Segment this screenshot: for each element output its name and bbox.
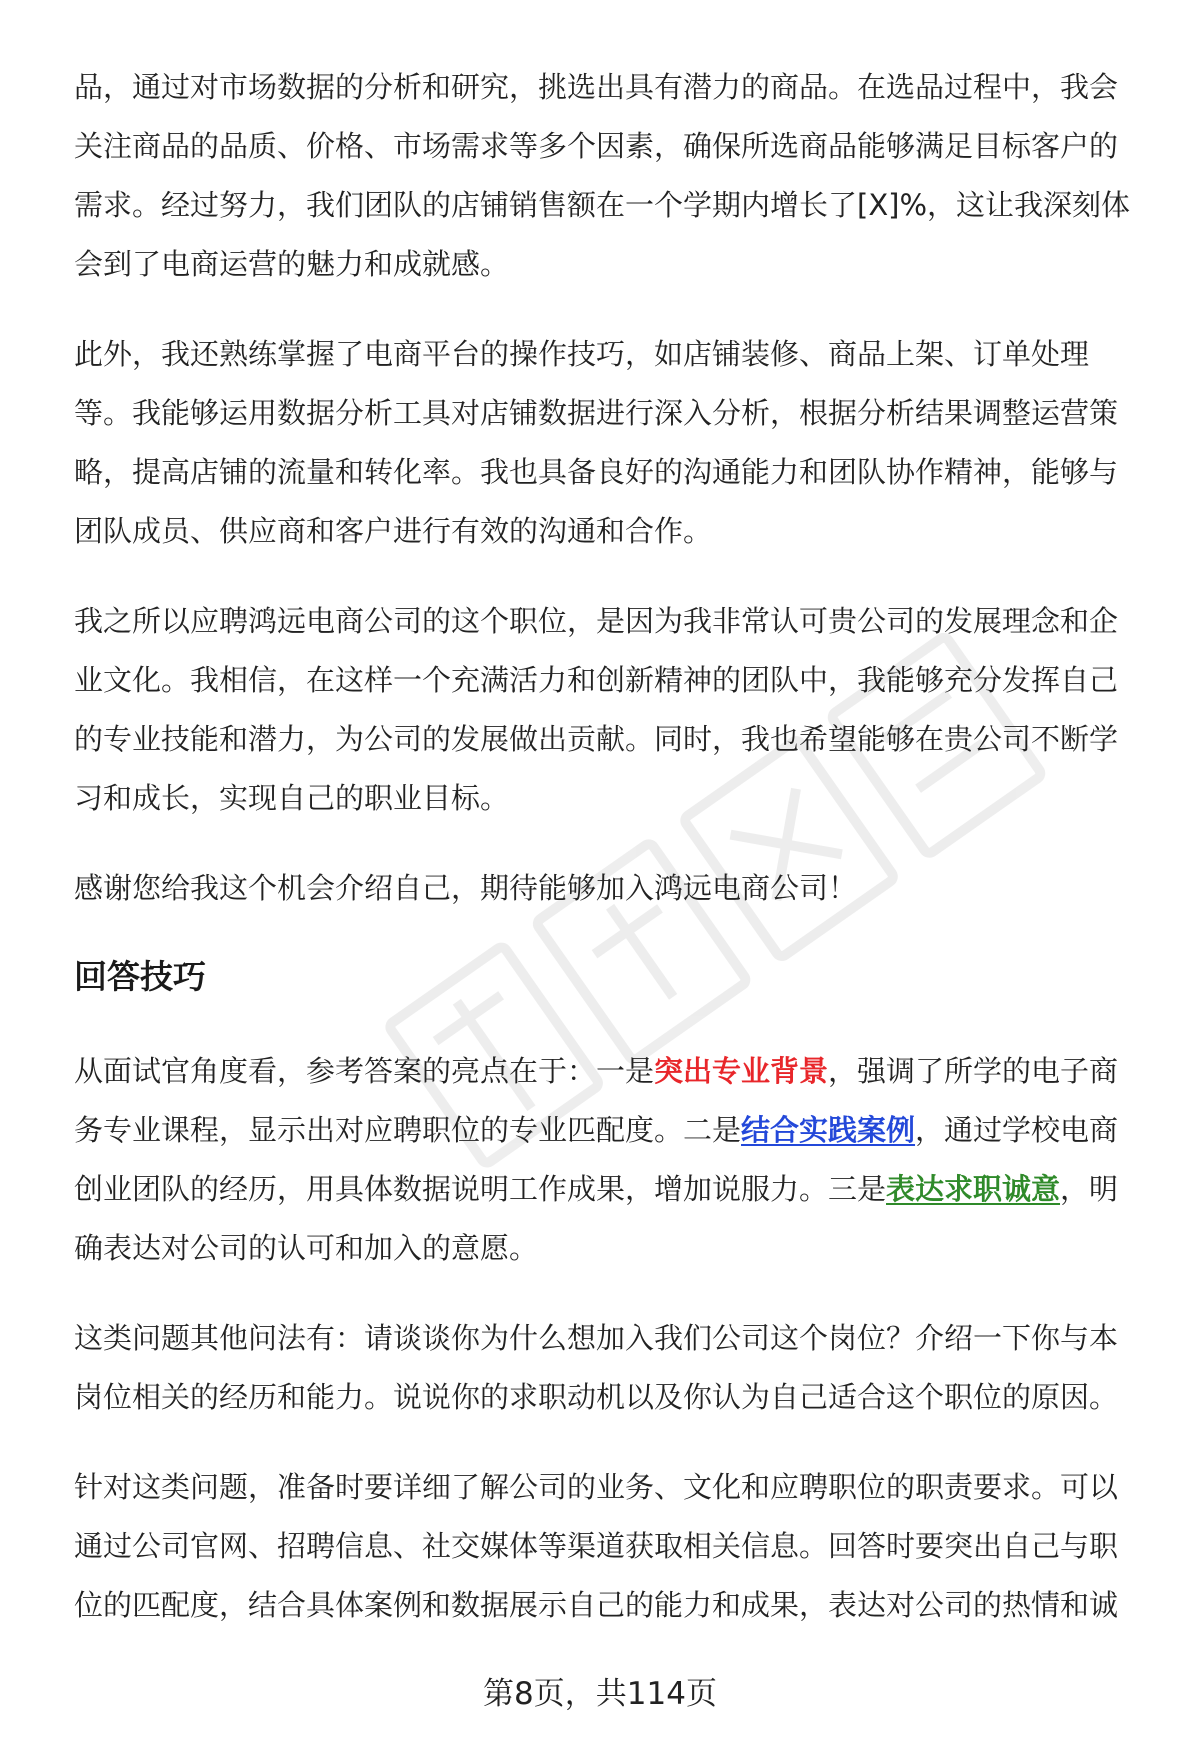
text-line: 团队成员、供应商和客户进行有效的沟通和合作。 — [74, 514, 713, 548]
text-segment: ，强调了所学的电子商 — [828, 1054, 1119, 1088]
text-segment: 创业团队的经历，用具体数据说明工作成果，增加说服力。三是 — [74, 1172, 887, 1206]
page-number: 第8页，共114页 — [483, 1676, 717, 1712]
text-line: 此外，我还熟练掌握了电商平台的操作技巧，如店铺装修、商品上架、订单处理 — [74, 337, 1090, 371]
text-line: 通过公司官网、招聘信息、社交媒体等渠道获取相关信息。回答时要突出自己与职 — [74, 1529, 1119, 1563]
highlight-professional-background: 突出专业背景 — [654, 1054, 829, 1088]
highlight-sincerity: 表达求职诚意 — [886, 1172, 1061, 1206]
text-line: 需求。经过努力，我们团队的店铺销售额在一个学期内增长了[X]%，这让我深刻体 — [74, 188, 1131, 222]
text-line: 等。我能够运用数据分析工具对店铺数据进行深入分析，根据分析结果调整运营策 — [74, 396, 1119, 430]
text-line: 略，提高店铺的流量和转化率。我也具备良好的沟通能力和团队协作精神，能够与 — [74, 455, 1119, 489]
text-line: 感谢您给我这个机会介绍自己，期待能够加入鸿远电商公司！ — [74, 871, 858, 905]
text-line: 的专业技能和潜力，为公司的发展做出贡献。同时，我也希望能够在贵公司不断学 — [74, 722, 1119, 756]
text-line: 位的匹配度，结合具体案例和数据展示自己的能力和成果，表达对公司的热情和诚 — [74, 1588, 1119, 1622]
section-heading: 回答技巧 — [74, 957, 206, 996]
document-body — [74, 58, 1154, 1635]
text-line — [74, 1160, 1154, 1219]
highlight-practice-cases: 结合实践案例 — [741, 1113, 916, 1147]
text-line: 岗位相关的经历和能力。说说你的求职动机以及你认为自己适合这个职位的原因。 — [74, 1380, 1119, 1414]
text-segment: 从面试官角度看，参考答案的亮点在于：一是 — [74, 1054, 655, 1088]
paragraph-skills — [74, 325, 1154, 561]
text-line: 这类问题其他问法有：请谈谈你为什么想加入我们公司这个岗位？介绍一下你与本 — [74, 1321, 1119, 1355]
paragraph-highlights — [74, 1042, 1154, 1278]
paragraph-experience — [74, 58, 1154, 294]
text-line: 习和成长，实现自己的职业目标。 — [74, 781, 510, 815]
text-line: 关注商品的品质、价格、市场需求等多个因素，确保所选商品能够满足目标客户的 — [74, 129, 1119, 163]
paragraph-alternative-questions — [74, 1309, 1154, 1427]
paragraph-preparation — [74, 1458, 1154, 1635]
paragraph-thanks — [74, 859, 1154, 918]
text-line — [74, 1042, 1154, 1101]
text-segment: 务专业课程，显示出对应聘职位的专业匹配度。二是 — [74, 1113, 742, 1147]
text-line: 确表达对公司的认可和加入的意愿。 — [74, 1231, 539, 1265]
text-segment: ，通过学校电商 — [915, 1113, 1119, 1147]
text-line — [74, 1101, 1154, 1160]
text-line: 我之所以应聘鸿远电商公司的这个职位，是因为我非常认可贵公司的发展理念和企 — [74, 604, 1119, 638]
text-segment: ，明 — [1060, 1172, 1119, 1206]
text-line: 业文化。我相信，在这样一个充满活力和创新精神的团队中，我能够充分发挥自己 — [74, 663, 1119, 697]
text-line: 品，通过对市场数据的分析和研究，挑选出具有潜力的商品。在选品过程中，我会 — [74, 70, 1119, 104]
text-line: 针对这类问题，准备时要详细了解公司的业务、文化和应聘职位的职责要求。可以 — [74, 1470, 1119, 1504]
text-line: 会到了电商运营的魅力和成就感。 — [74, 247, 510, 281]
paragraph-motivation — [74, 592, 1154, 828]
